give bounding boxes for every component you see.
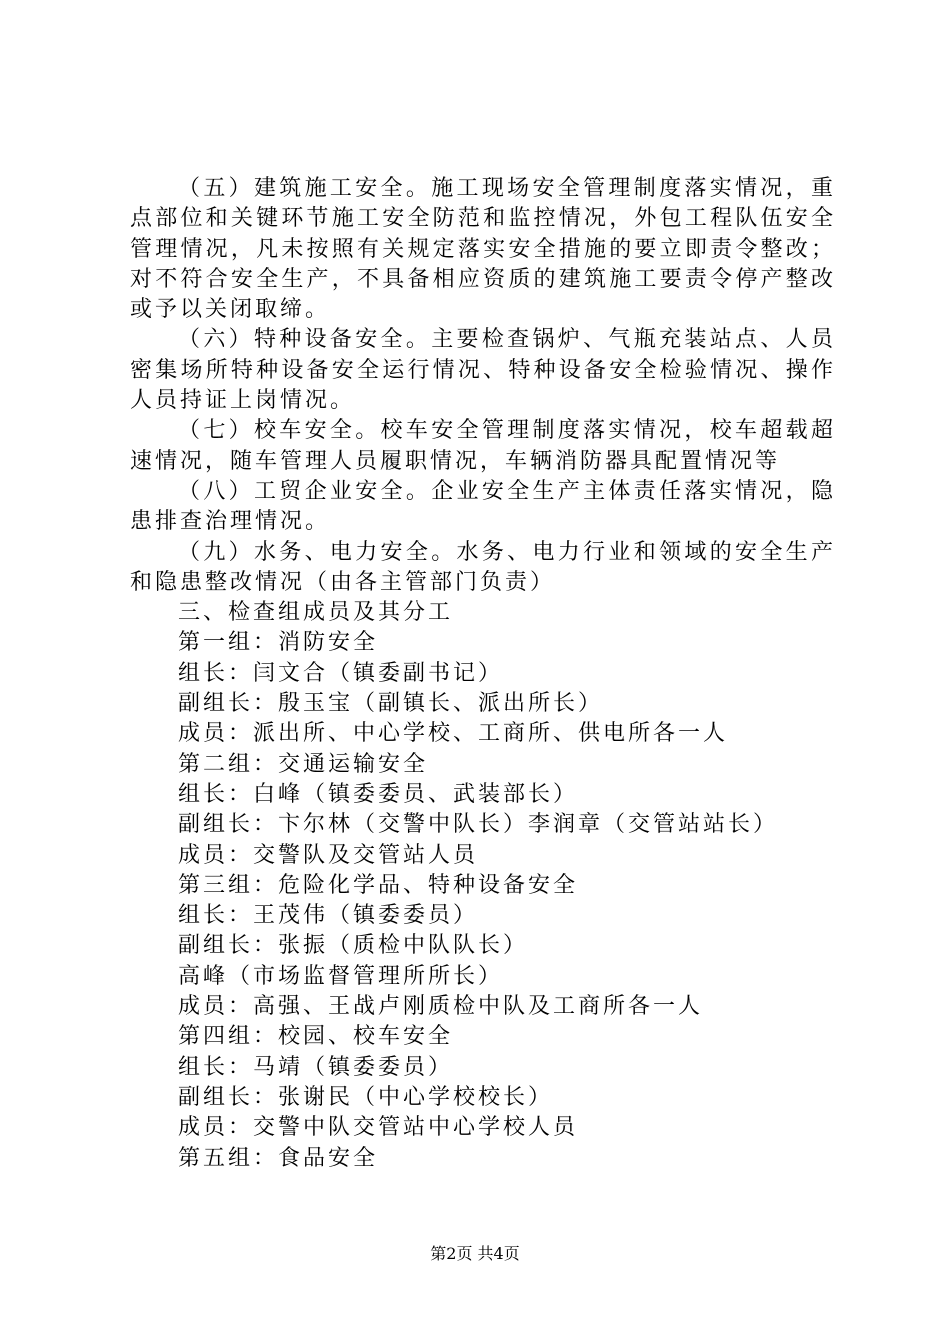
group-leader: 组长：王茂伟（镇委委员） <box>178 903 479 929</box>
paragraph-water-power-safety: （九）水务、电力安全。水务、电力行业和领域的安全生产和隐患整改情况（由各主管部门负责） <box>130 539 836 595</box>
paragraph-industrial-enterprise-safety: （八）工贸企业安全。企业安全生产主体责任落实情况，隐患排查治理情况。 <box>130 478 836 535</box>
page-footer <box>0 1243 950 1265</box>
section-heading: 三、检查组成员及其分工 <box>178 600 454 626</box>
group-heading: 第二组：交通运输安全 <box>178 751 429 777</box>
group-leader: 组长：闫文合（镇委副书记） <box>178 660 504 686</box>
group-deputy-leader: 副组长：张谢民（中心学校校长） <box>178 1084 554 1110</box>
group-heading: 第一组：消防安全 <box>178 630 379 656</box>
group-deputy-leader: 副组长：卞尔林（交警中队长）李润章（交管站站长） <box>178 812 779 838</box>
group-leader: 组长：白峰（镇委委员、武装部长） <box>178 781 579 807</box>
paragraph-school-bus-safety: （七）校车安全。校车安全管理制度落实情况，校车超载超速情况，随车管理人员履职情况，车辆消防器具配置情况等 <box>130 418 836 474</box>
group-heading: 第四组：校园、校车安全 <box>178 1024 454 1050</box>
group-members: 成员：交警中队交管站中心学校人员 <box>178 1115 579 1141</box>
group-members: 成员：派出所、中心学校、工商所、供电所各一人 <box>178 721 729 747</box>
group-deputy-leader: 副组长：张振（质检中队队长） <box>178 933 529 959</box>
group-deputy-leader: 高峰（市场监督管理所所长） <box>178 963 504 989</box>
group-heading: 第五组：食品安全 <box>178 1145 379 1171</box>
paragraph-construction-safety: （五）建筑施工安全。施工现场安全管理制度落实情况，重点部位和关键环节施工安全防范和监控情况，外包工程队伍安全管理情况，凡未按照有关规定落实安全措施的要立即责令整改；对不符合安全生产，不具备相应资质的建筑施工要责令停产整改或予以关闭取缔。 <box>130 176 836 323</box>
document-body <box>130 174 836 1174</box>
group-deputy-leader: 副组长：殷玉宝（副镇长、派出所长） <box>178 691 604 717</box>
paragraph-special-equipment-safety: （六）特种设备安全。主要检查锅炉、气瓶充装站点、人员密集场所特种设备安全运行情况、特种设备安全检验情况、操作人员持证上岗情况。 <box>130 327 836 414</box>
group-members: 成员：高强、王战卢刚质检中队及工商所各一人 <box>178 994 704 1020</box>
group-heading: 第三组：危险化学品、特种设备安全 <box>178 872 579 898</box>
group-members: 成员：交警队及交管站人员 <box>178 842 479 868</box>
page-number: 第2页 共4页 <box>430 1244 520 1263</box>
group-leader: 组长：马靖（镇委委员） <box>178 1054 454 1080</box>
